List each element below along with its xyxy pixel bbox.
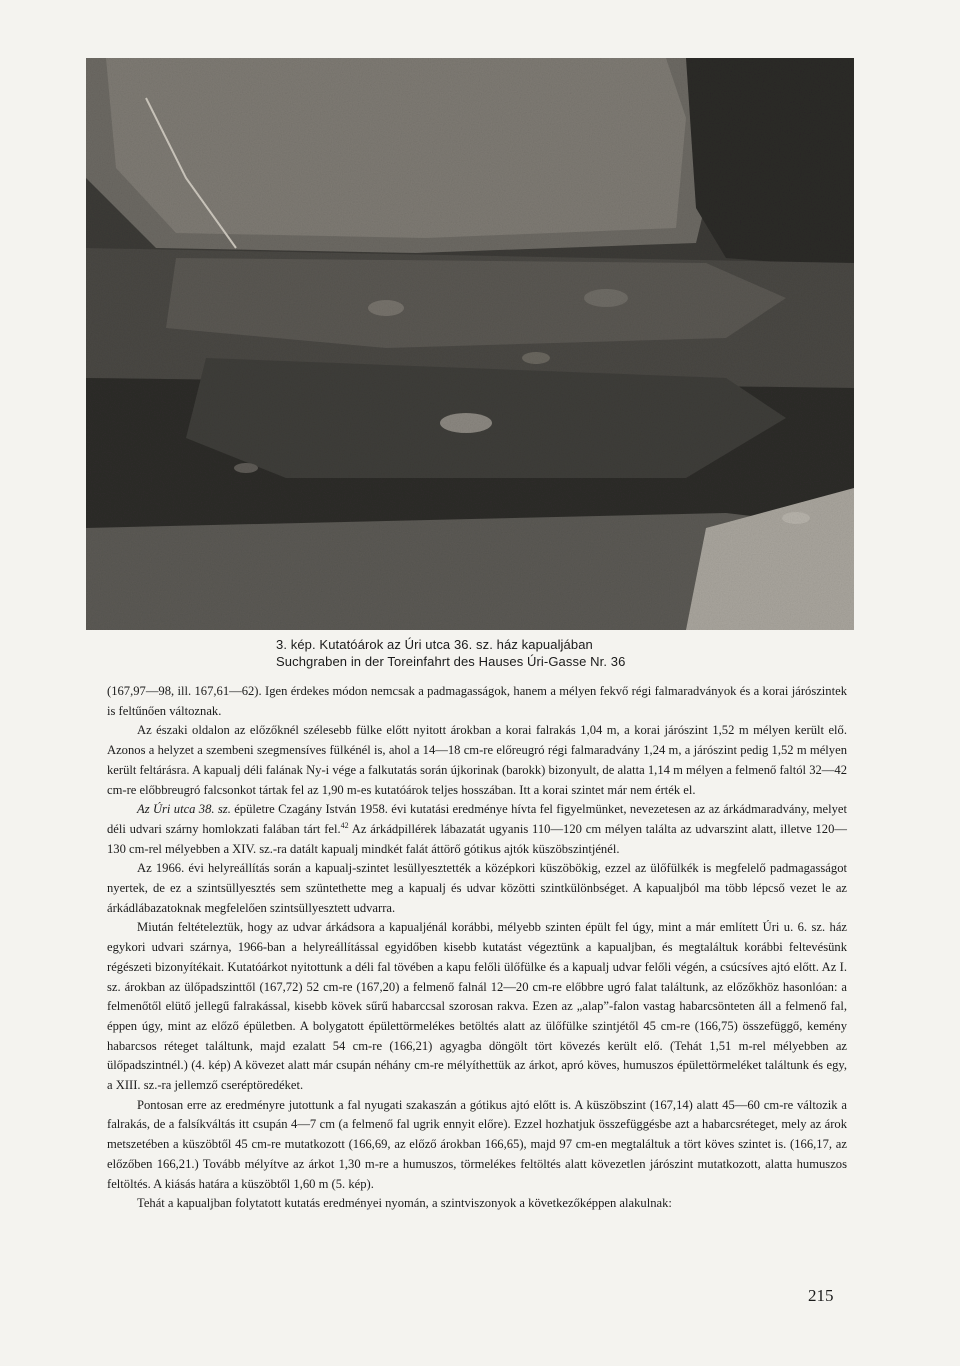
paragraph-2: Az északi oldalon az előzőknél szélesebb fülke előtt nyitott árokban a korai falrakás 1,04 m, a korai járószint 1,52 m mélyen került elő. Azonos a helyzet a szembeni szegmensíves fülkénél is, ahol a 14—18 cm-re előreugró régi falmaradvány 1,24 m, a járószint pedig 1,52 m mélyen került feltárásra. A kapualj déli falának Ny-i vége a falkutatás során újkorinak (barokk) bizonyult, de alatta 1,14 m mélyen a felmenő faltól 32—42 cm-re előbbreugró falcsonkot tártak fel az 1,90 m-es kutatóárok teljes hosszában. Itt a korai szintet már nem érték el. bbox=[107, 723, 847, 797]
paragraph-4: Az 1966. évi helyreállítás során a kapualj-szintet lesüllyesztették a középkori küszöbökig, ezzel az ülőfülkék is megfelelő padmagasságot nyertek, de ez a szintsüllyesztés sem szüntethette meg a kapualj és udvar közötti szintkülönbséget. A kapualjból ma több lépcső vezet le az árkádlábazatoknak megfelelően szintsüllyesztett udvarra. bbox=[107, 861, 847, 915]
page-number: 215 bbox=[808, 1286, 834, 1305]
footnote-marker: 42 bbox=[340, 820, 349, 830]
caption-german: Suchgraben in der Toreinfahrt des Hauses Úri-Gasse Nr. 36 bbox=[276, 654, 626, 669]
paragraph-3-text-cont: Az árkádpillérek lábazatát ugyanis 110—120 cm mélyen találta az udvarszint alatt, illetve 120—130 cm-rel mélyebben a XIV. sz.-ra datált kapualj mindkét falát áttörő gótikus ajtók küszöbszintjénél. bbox=[107, 821, 847, 856]
trench-photo bbox=[86, 58, 854, 630]
street-reference: Az Úri utca 38. sz. bbox=[137, 802, 231, 817]
paragraph-3 bbox=[107, 800, 847, 859]
paragraph-1: (167,97—98, ill. 167,61—62). Igen érdekes módon nemcsak a padmagasságok, hanem a mélyen fekvő régi falmaradványok és a korai járószintek is feltűnően változnak. bbox=[107, 684, 847, 718]
paragraph-5: Miután feltételeztük, hogy az udvar árkádsora a kapualjénál korábbi, mélyebb szinten épült fel úgy, mint a már említett Úri u. 6. sz. ház egykori udvari szárnya, 1966-ban a helyreállítással egyidőben kisebb kutatást végeztünk a kapualjban, és megtaláltuk korábbi feltevésünk régészeti bizonyítékait. Kutatóárkot nyitottunk a déli fal tövében a kapu felőli ülőfülke és a kapualj udvar felőli végén, a csúcsíves ajtó előtt. Az I. sz. árokban az ülőpadszinttől (167,72) 52 cm-re (167,20) a felmenő falnál 12—20 cm-re előbbre ugró falat találtunk, az előzőkhöz hasonlóan: a felmenőtől elütő jellegű falrakással, kisebb kövek sűrű habarccsal szorosan rakva. Ezen az „alap”-falon vastag habarcsönteten áll a felmenő fal, éppen úgy, mint az előző épületben. A bolygatott épülettörmelékes betöltés alatt az ülőfülke szintjétől 45 cm-re (166,75) összefüggő, kemény habarcsos réteget találtunk, majd ezalatt 54 cm-re (166,21) agyagba döngölt tört kövezés került elő. (Tehát 1,51 m-rel mélyebben az ülőpadszintnél.) (4. kép) A kövezet alatt már csupán néhány cm-re mélyíthettük az árkot, apró köves, humuszos épülettörmeléket találtunk és egy, a XIII. sz.-ra jellemző cseréptöredéket. bbox=[107, 920, 847, 1093]
archaeological-trench-photo-icon bbox=[86, 58, 854, 630]
paragraph-6: Pontosan erre az eredményre jutottunk a fal nyugati szakaszán a gótikus ajtó előtt is. A küszöbszint (167,14) alatt 45—60 cm-re változik a falrakás, de a falsíkváltás itt csupán 4—7 cm (a felmenő fal ugrik ennyit előre). Ezzel hozhatjuk összefüggésbe azt a habarcsréteget, mely az árok metszetében a küszöbtől 45 cm-re mutatkozott (166,69, az előző árokban 166,65), majd 97 cm-en megtaláltuk a tört köves szintet is. (166,17, az előzőben 166,21.) Tovább mélyítve az árkot 1,30 m-re a humuszos, törmelékes feltöltés alatt kövezetlen járószint mutatkozott, alatta humuszos feltöltés. A kiásás határa a küszöbtől 1,60 m (5. kép). bbox=[107, 1097, 847, 1191]
paragraph-3-text: épületre Czagány István 1958. évi kutatási eredménye hívta fel figyelmünket, nevezetesen az az árkádmaradvány, melyet déli udvari szárny homlokzati falában tárt fel. bbox=[107, 802, 847, 836]
figure-caption bbox=[276, 636, 836, 670]
paragraph-7: Tehát a kapualjban folytatott kutatás eredményei nyomán, a szintviszonyok a következőképpen alakulnak: bbox=[137, 1196, 672, 1211]
caption-hungarian: 3. kép. Kutatóárok az Úri utca 36. sz. ház kapualjában bbox=[276, 637, 593, 652]
body-text bbox=[107, 682, 847, 1214]
